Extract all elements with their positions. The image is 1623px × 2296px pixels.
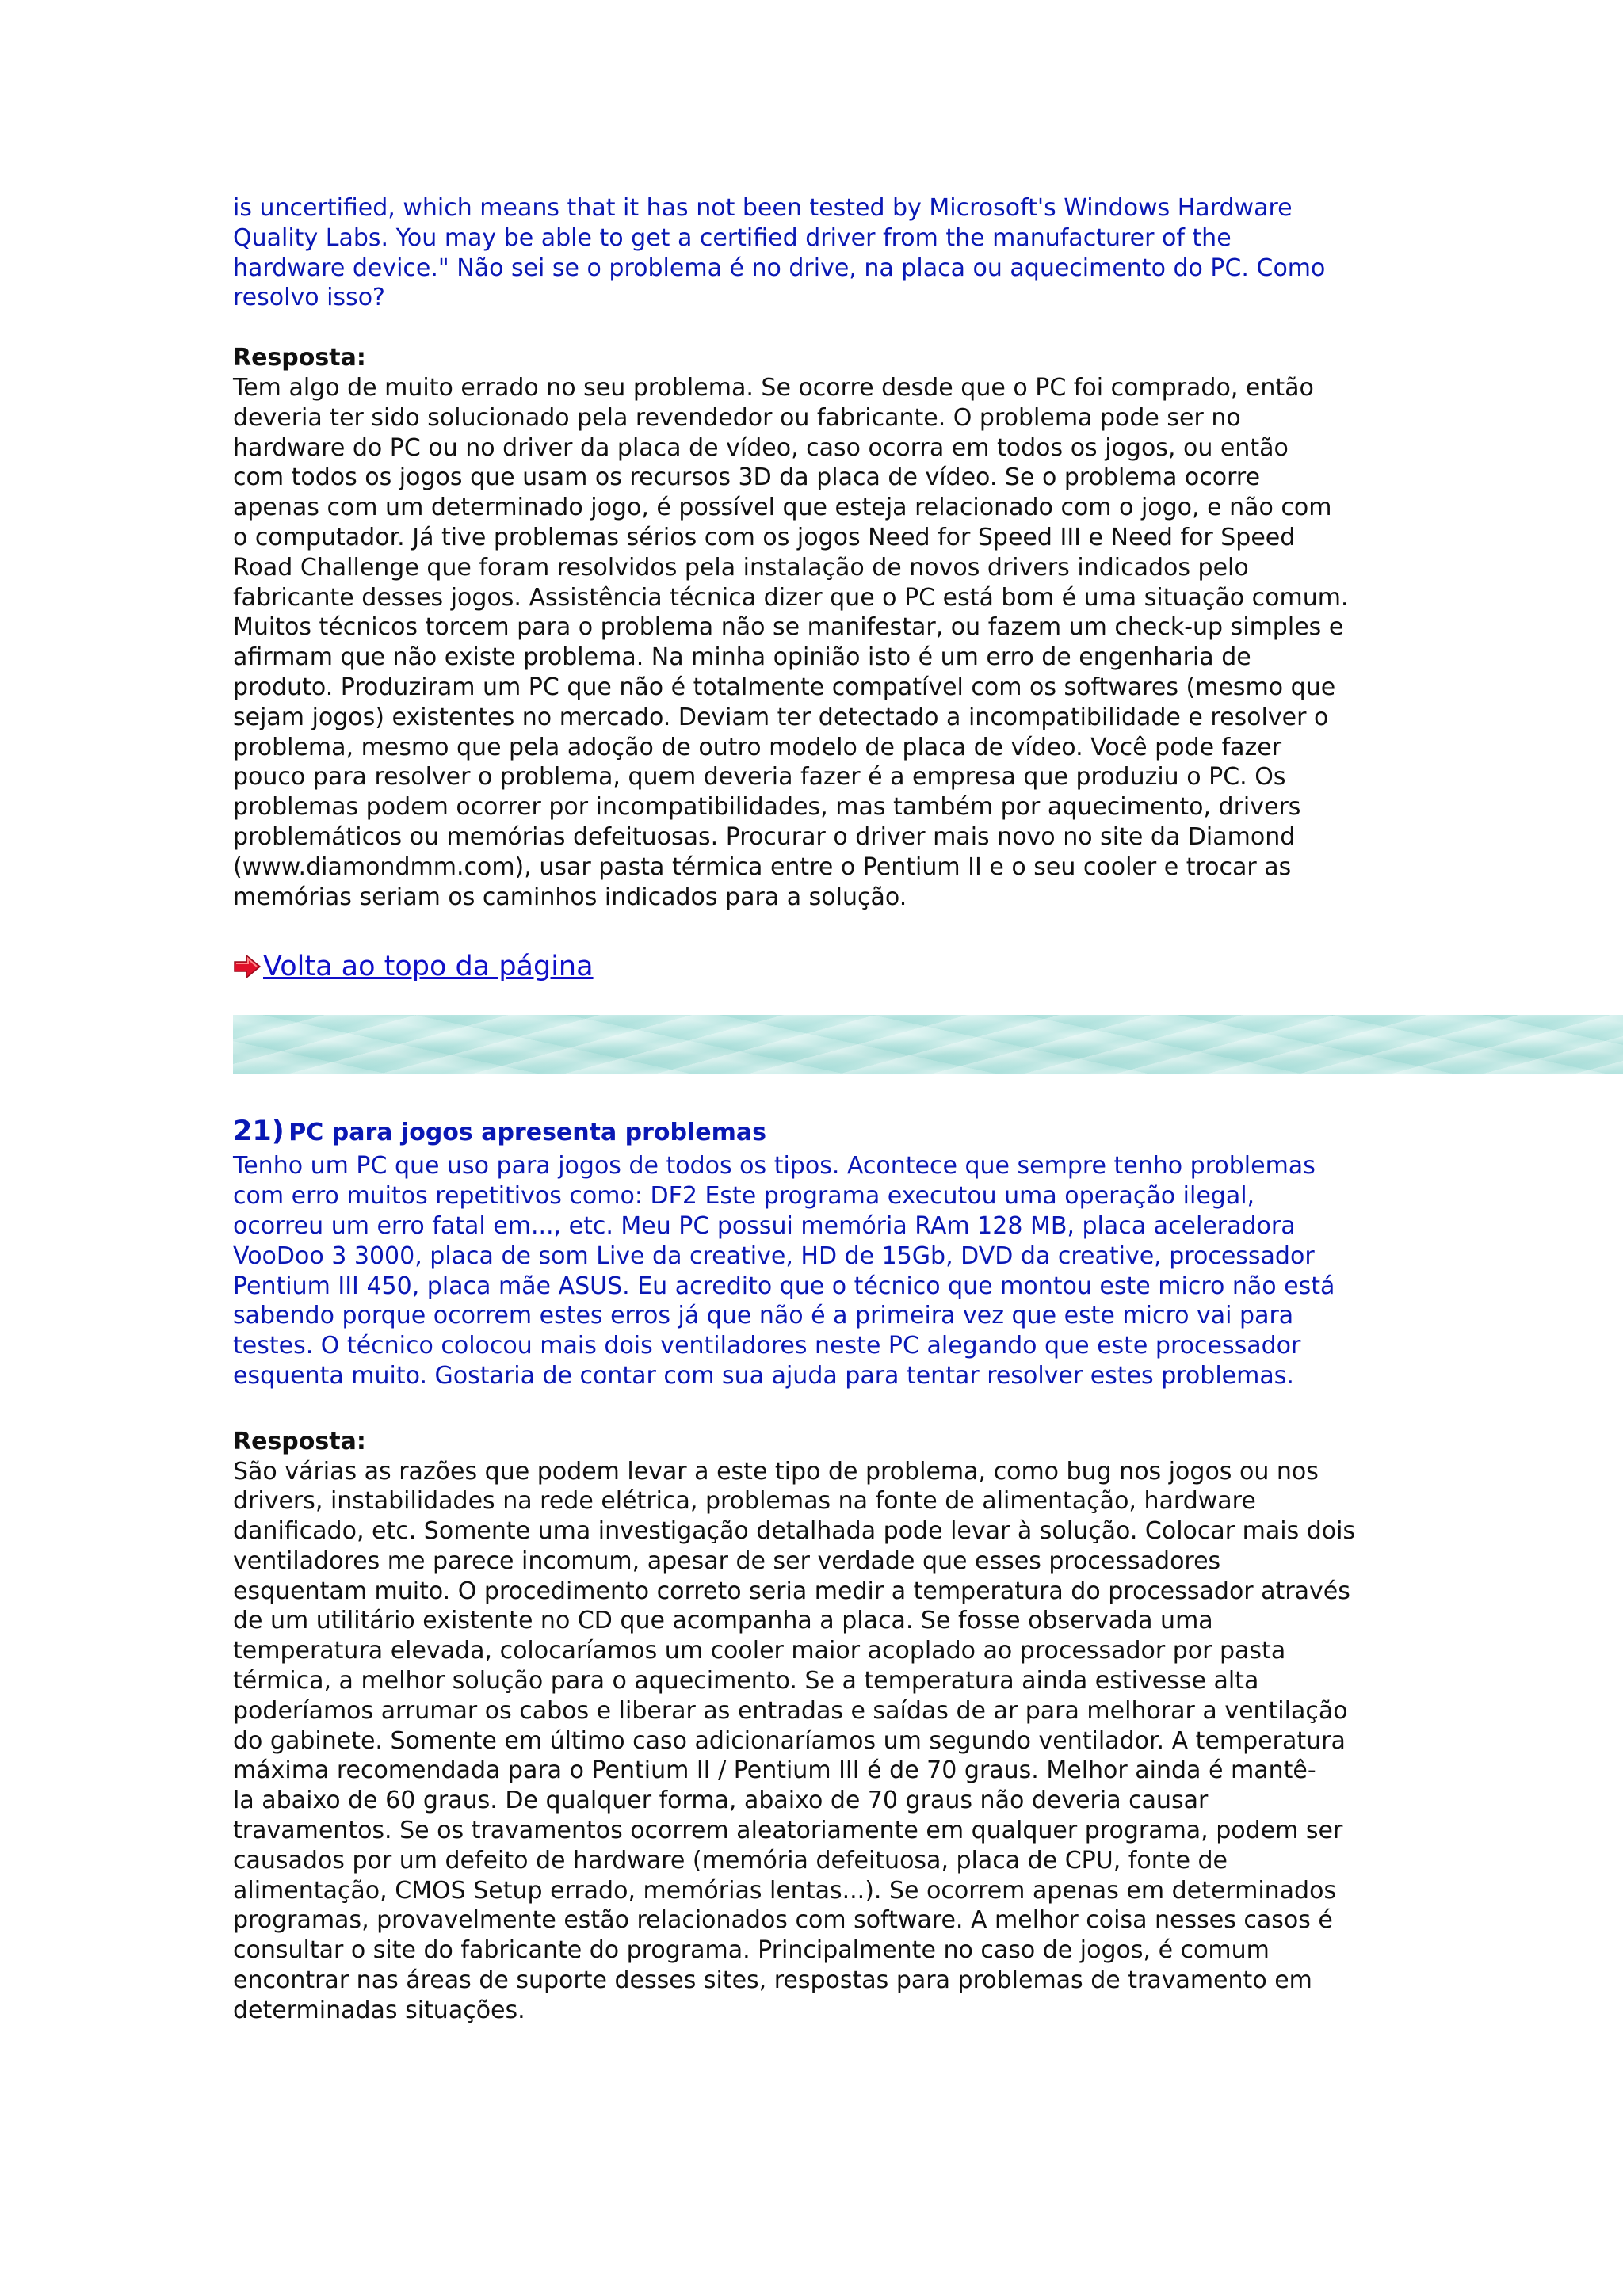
red-arrow-icon (233, 952, 262, 981)
answer-label: Resposta: (233, 1427, 366, 1455)
section-number: 21) (233, 1116, 285, 1148)
section-heading (233, 1116, 1623, 1151)
section-title: PC para jogos apresenta problemas (288, 1119, 767, 1147)
water-divider-band (233, 1015, 1623, 1074)
answer-text: São várias as razões que podem levar a este tipo de problema, como bug nos jogos ou nos drivers, instabilidades na rede elétrica, problemas na fonte de alimentação, hardware danificado, etc. Somente uma investigação detalhada pode levar à solução. Colocar mais dois ventiladores me parece incomum, apesar de ser verdade que esses processadores esquentam muito. O procedimento correto seria medir a temperatura do processador através de um utilitário existente no CD que acompanha a placa. Se fosse observada uma temperatura elevada, colocaríamos um cooler maior acoplado ao processador por pasta térmica, a melhor solução para o aquecimento. Se a temperatura ainda estivesse alta poderíamos arrumar os cabos e liberar as entradas e saídas de ar para melhorar a ventilação do gabinete. Somente em último caso adicionaríamos um segundo ventilador. A temperatura máxima recomendada para o Pentium II / Pentium III é de 70 graus. Melhor ainda é mantê- la abaixo de 60 graus. De qualquer forma, abaixo de 70 graus não deveria causar travamentos. Se os travamentos ocorrem aleatoriamente em qualquer programa, podem ser causados por um defeito de hardware (memória defeituosa, placa de CPU, fonte de alimentação, CMOS Setup errado, memórias lentas...). Se ocorrem apenas em determinados programas, provavelmente estão relacionados com software. A melhor coisa nesses casos é consultar o site do fabricante do programa. Principalmente no caso de jogos, é comum encontrar nas áreas de suporte desses sites, respostas para problemas de travamento em determinadas situações. (233, 1457, 1356, 2024)
answer-label: Resposta: (233, 344, 366, 372)
spacer (233, 1391, 1623, 1427)
question-text-continued: is uncertified, which means that it has not been tested by Microsoft's Windows Hardware Quality Labs. You may be able to get a certified driver from the manufacturer of the hardware device." Não sei se o problema é no drive, na placa ou aquecimento do PC. Como resolvo isso? (233, 194, 1326, 312)
back-to-top-link[interactable]: Volta ao topo da página (263, 951, 594, 983)
answer-text: Tem algo de muito errado no seu problema. Se ocorre desde que o PC foi comprado, então deveria ter sido solucionado pela revendedor ou fabricante. O problema pode ser no hardware do PC ou no driver da placa de vídeo, caso ocorra em todos os jogos, ou então com todos os jogos que usam os recursos 3D da placa de vídeo. Se o problema ocorre apenas com um determinado jogo, é possível que esteja relacionado com o jogo, e não com o computador. Já tive problemas sérios com os jogos Need for Speed III e Need for Speed Road Challenge que foram resolvidos pela instalação de novos drivers indicados pelo fabricante desses jogos. Assistência técnica dizer que o PC está bom é uma situação comum. Muitos técnicos torcem para o problema não se manifestar, ou fazem um check-up simples e afirmam que não existe problema. Na minha opinião isto é um erro de engenharia de produto. Produziram um PC que não é totalmente compatível com os softwares (mesmo que sejam jogos) existentes no mercado. Deviam ter detectado a incompatibilidade e resolver o problema, mesmo que pela adoção de outro modelo de placa de vídeo. Você pode fazer pouco para resolver o problema, quem deveria fazer é a empresa que produziu o PC. Os problemas podem ocorrer por incompatibilidades, mas também por aquecimento, drivers problemáticos ou memórias defeituosas. Procurar o driver mais novo no site da Diamond (www.diamondmm.com), usar pasta térmica entre o Pentium II e o seu cooler e trocar as memórias seriam os caminhos indicados para a solução. (233, 373, 1349, 911)
back-to-top-nav (233, 947, 1623, 986)
spacer (233, 313, 1623, 343)
document-page (233, 193, 1623, 2026)
question-text: Tenho um PC que uso para jogos de todos os tipos. Acontece que sempre tenho problemas com erro muitos repetitivos como: DF2 Este programa executou uma operação ilegal, ocorreu um erro fatal em..., etc. Meu PC possui memória RAm 128 MB, placa aceleradora VooDoo 3 3000, placa de som Live da creative, HD de 15Gb, DVD da creative, processador Pentium III 450, placa mãe ASUS. Eu acredito que o técnico que montou este micro não está sabendo porque ocorrem estes erros já que não é a primeira vez que este micro vai para testes. O técnico colocou mais dois ventiladores neste PC alegando que este processador esquenta muito. Gostaria de contar com sua ajuda para tentar resolver estes problemas. (233, 1152, 1335, 1390)
